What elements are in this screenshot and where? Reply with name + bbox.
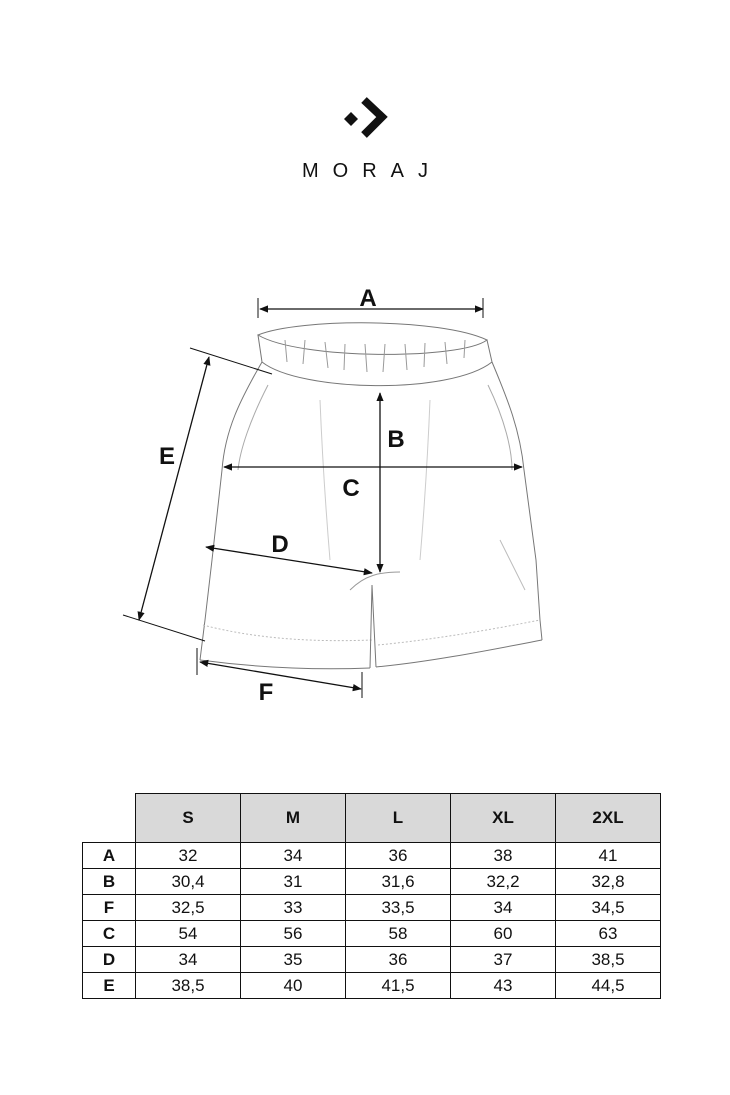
table-cell: 32: [136, 843, 241, 869]
table-cell: 34,5: [556, 895, 661, 921]
size-chart-table: [82, 793, 661, 999]
table-cell: 54: [136, 921, 241, 947]
table-row: [83, 921, 661, 947]
table-cell: 41,5: [346, 973, 451, 999]
table-row: [83, 869, 661, 895]
table-row: [83, 895, 661, 921]
row-label: C: [83, 921, 136, 947]
table-row: [83, 973, 661, 999]
table-cell: 32,2: [451, 869, 556, 895]
table-cell: 34: [136, 947, 241, 973]
table-cell: 38: [451, 843, 556, 869]
moraj-diamond-chevron-icon: [342, 95, 388, 139]
size-header: L: [346, 794, 451, 843]
table-cell: 30,4: [136, 869, 241, 895]
label-e: E: [158, 443, 176, 470]
table-cell: 32,8: [556, 869, 661, 895]
size-header: S: [136, 794, 241, 843]
measurement-lines: [123, 298, 522, 698]
row-label: F: [83, 895, 136, 921]
table-cell: 32,5: [136, 895, 241, 921]
table-cell: 35: [241, 947, 346, 973]
table-cell: 38,5: [556, 947, 661, 973]
table-cell: 44,5: [556, 973, 661, 999]
table-cell: 36: [346, 843, 451, 869]
table-cell: 38,5: [136, 973, 241, 999]
shorts-measurement-diagram: [0, 270, 730, 720]
size-header: XL: [451, 794, 556, 843]
row-label: B: [83, 869, 136, 895]
size-header-row: [83, 794, 661, 843]
table-corner: [83, 794, 136, 843]
row-label: A: [83, 843, 136, 869]
brand-logo: [0, 95, 730, 139]
brand-name: MORAJ: [302, 160, 442, 182]
table-cell: 36: [346, 947, 451, 973]
row-label: E: [83, 973, 136, 999]
table-cell: 60: [451, 921, 556, 947]
table-cell: 34: [241, 843, 346, 869]
size-header: 2XL: [556, 794, 661, 843]
table-row: [83, 947, 661, 973]
row-label: D: [83, 947, 136, 973]
label-d: D: [271, 531, 289, 558]
label-a: A: [359, 285, 377, 312]
size-header: M: [241, 794, 346, 843]
table-cell: 41: [556, 843, 661, 869]
table-cell: 40: [241, 973, 346, 999]
table-cell: 37: [451, 947, 556, 973]
table-cell: 31: [241, 869, 346, 895]
label-b: B: [387, 426, 405, 453]
label-c: C: [342, 475, 360, 502]
table-cell: 58: [346, 921, 451, 947]
shorts-outline: [200, 323, 542, 669]
table-cell: 43: [451, 973, 556, 999]
table-cell: 31,6: [346, 869, 451, 895]
label-f: F: [258, 679, 274, 706]
table-row: [83, 843, 661, 869]
table-cell: 56: [241, 921, 346, 947]
table-cell: 33,5: [346, 895, 451, 921]
table-cell: 63: [556, 921, 661, 947]
table-cell: 34: [451, 895, 556, 921]
table-cell: 33: [241, 895, 346, 921]
